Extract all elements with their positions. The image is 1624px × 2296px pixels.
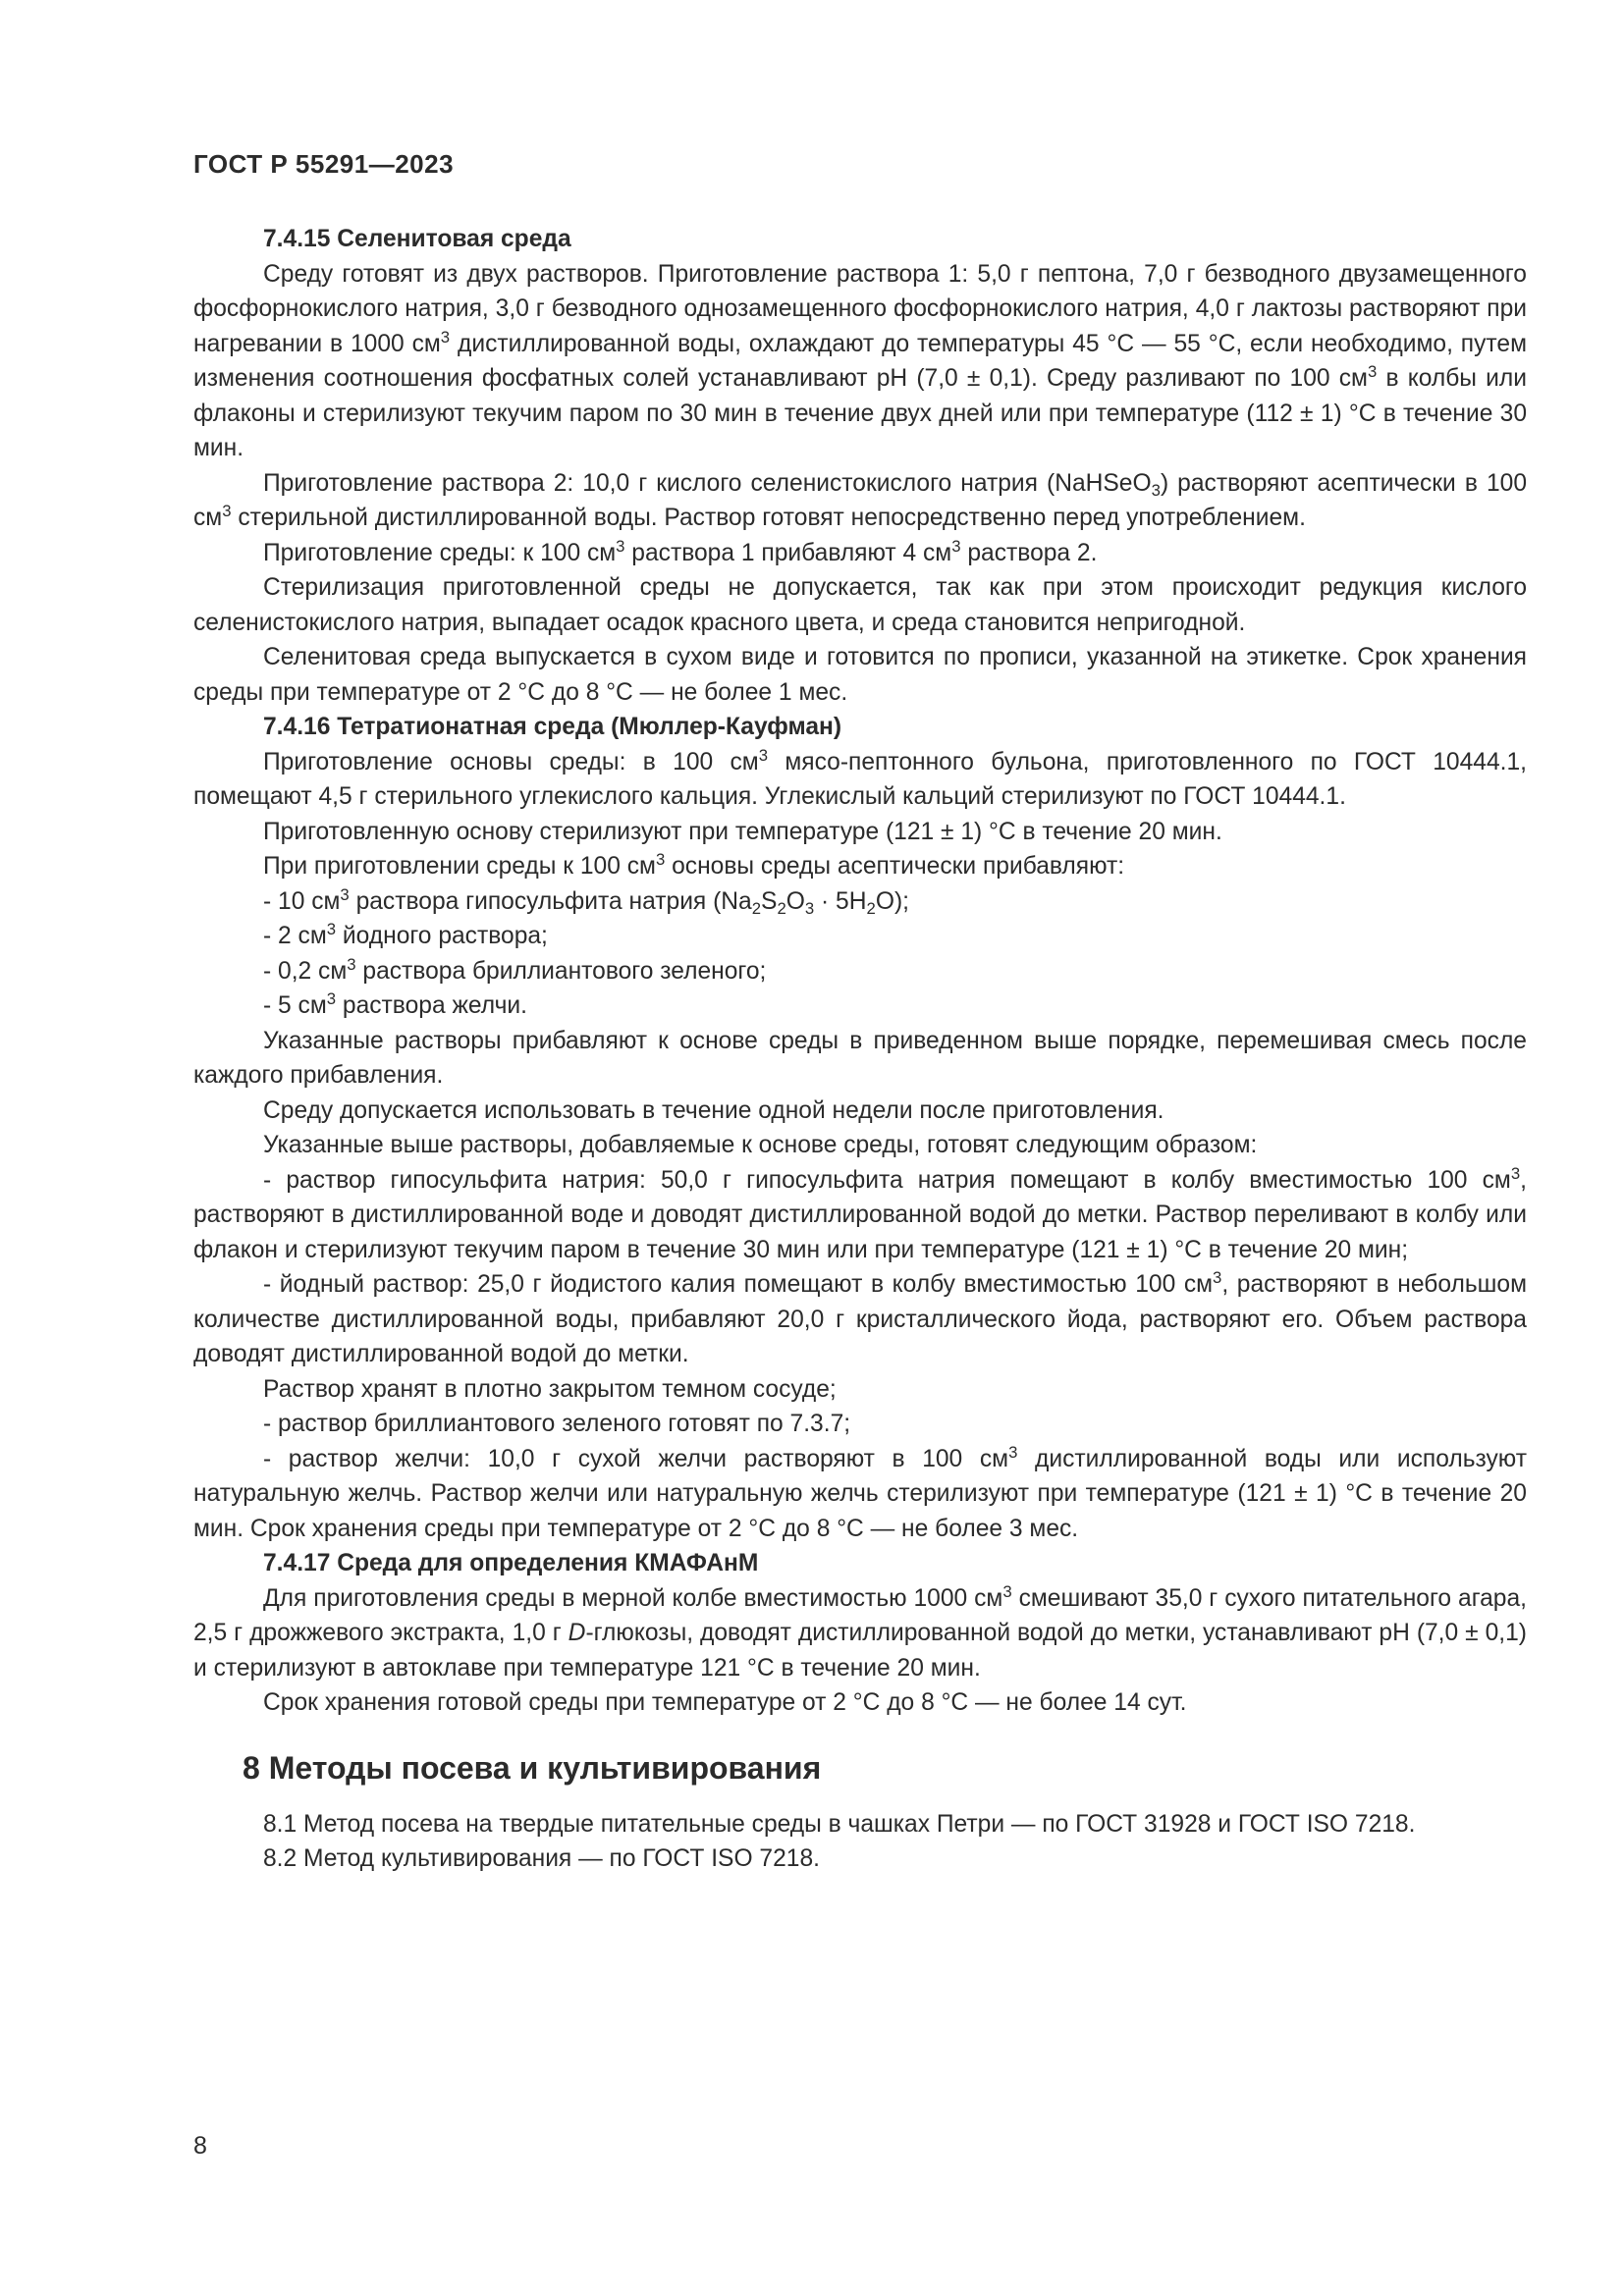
document-header: ГОСТ Р 55291—2023 (193, 149, 455, 179)
paragraph: Селенитовая среда выпускается в сухом виде и готовится по прописи, указанной на этикетке. Срок хранения среды при температуре от 2 °С до 8 °С — не более 1 мес. (193, 644, 1527, 706)
paragraph: - раствор гипосульфита натрия: 50,0 г гипосульфита натрия помещают в колбу вместимостью 100 $см^3$, растворяют в дистиллированной воде и доводят дистиллированной водой до метки. Раствор переливают в колбу или флакон и стерилизуют текучим паром в течение 30 мин или при температуре (121 ± 1) °С в течение 20 мин; (193, 1163, 1527, 1263)
heading-7-4-17: 7.4.17 Среда для определения КМАФАнМ (263, 1550, 759, 1576)
list-item: - 5 $см^3$ раствора желчи. (263, 988, 527, 1019)
paragraph: 8.2 Метод культивирования — по ГОСТ ISO 7218. (263, 1845, 820, 1872)
paragraph: При приготовлении среды к 100 $см^3$ основы среды асептически прибавляют: (263, 849, 1125, 880)
paragraph: - раствор бриллиантового зеленого готовят по 7.3.7; (263, 1411, 851, 1437)
paragraph: Стерилизация приготовленной среды не допускается, так как при этом происходит редукция кислого селенистокислого натрия, выпадает осадок красного цвета, и среда становится непригодной. (193, 574, 1527, 636)
list-item: - 0,2 $см^3$ раствора бриллиантового зеленого; (263, 954, 767, 985)
heading-7-4-15: 7.4.15 Селенитовая среда (263, 226, 571, 252)
section-heading-8: 8 Методы посева и культивирования (243, 1749, 822, 1786)
paragraph: Приготовление раствора 2: 10,0 г кислого селенистокислого натрия (NaHSeO$_3$) растворяют асептически в 100 $см^3$ стерильной дистиллированной воды. Раствор готовят непосредственно перед употреблением. (193, 469, 1527, 531)
paragraph: Среду готовят из двух растворов. Приготовление раствора 1: 5,0 г пептона, 7,0 г безводного двузамещенного фосфорнокислого натрия, 3,0 г безводного однозамещенного фосфорнокислого натрия, 4,0 г лактозы растворяют при нагревании в 1000 $см^3$ дистиллированной воды, охлаждают до температуры 45 °С — 55 °С, если необходимо, путем изменения соотношения фосфатных солей устанавливают рН (7,0 ± 0,1). Среду разливают по 100 $см^3$ в колбы или флаконы и стерилизуют текучим паром по 30 мин в течение двух дней или при температуре (112 ± 1) °С в течение 30 мин. (193, 260, 1527, 461)
paragraph: Раствор хранят в плотно закрытом темном сосуде; (263, 1375, 837, 1403)
heading-7-4-16: 7.4.16 Тетратионатная среда (Мюллер-Кауфман) (263, 714, 842, 740)
list-item: - 10 $см^3$ раствора гипосульфита натрия $(Na_2S_2O_3 \cdot 5H_2O)$; (263, 884, 909, 918)
paragraph: Указанные растворы прибавляют к основе среды в приведенном выше порядке, перемешивая смесь после каждого прибавления. (193, 1027, 1527, 1089)
paragraph: Срок хранения готовой среды при температуре от 2 °С до 8 °С — не более 14 сут. (263, 1689, 1187, 1716)
paragraph: Приготовление среды: к 100 $см^3$ раствора 1 прибавляют 4 $см^3$ раствора 2. (263, 536, 1098, 566)
paragraph: Указанные выше растворы, добавляемые к основе среды, готовят следующим образом: (263, 1132, 1258, 1158)
paragraph: Приготовление основы среды: в 100 $см^3$ мясо-пептонного бульона, приготовленного по ГОСТ 10444.1, помещают 4,5 г стерильного углекислого кальция. Углекислый кальций стерилизуют по ГОСТ 10444.1. (193, 745, 1527, 810)
list-item: - 2 $см^3$ йодного раствора; (263, 919, 548, 949)
paragraph: 8.1 Метод посева на твердые питательные среды в чашках Петри — по ГОСТ 31928 и ГОСТ ISO 7218. (263, 1810, 1416, 1838)
paragraph: - раствор желчи: 10,0 г сухой желчи растворяют в 100 $см^3$ дистиллированной воды или используют натуральную желчь. Раствор желчи или натуральную желчь стерилизуют при температуре (121 ± 1) °С в течение 20 мин. Срок хранения среды при температуре от 2 °С до 8 °С — не более 3 мес. (193, 1442, 1527, 1542)
paragraph: Для приготовления среды в мерной колбе вместимостью 1000 $см^3$ смешивают 35,0 г сухого питательного агара, 2,5 г дрожжевого экстракта, 1,0 г D-глюкозы, доводят дистиллированной водой до метки, устанавливают рН (7,0 ± 0,1) и стерилизуют в автоклаве при температуре 121 °С в течение 20 мин. (193, 1581, 1527, 1682)
paragraph: - йодный раствор: 25,0 г йодистого калия помещают в колбу вместимостью 100 $см^3$, растворяют в небольшом количестве дистиллированной воды, прибавляют 20,0 г кристаллического йода, растворяют его. Объем раствора доводят дистиллированной водой до метки. (193, 1267, 1527, 1367)
paragraph: Среду допускается использовать в течение одной недели после приготовления. (263, 1096, 1164, 1124)
paragraph: Приготовленную основу стерилизуют при температуре (121 ± 1) °С в течение 20 мин. (263, 818, 1222, 845)
page-number: 8 (193, 2132, 207, 2160)
page-content (193, 222, 1527, 1877)
